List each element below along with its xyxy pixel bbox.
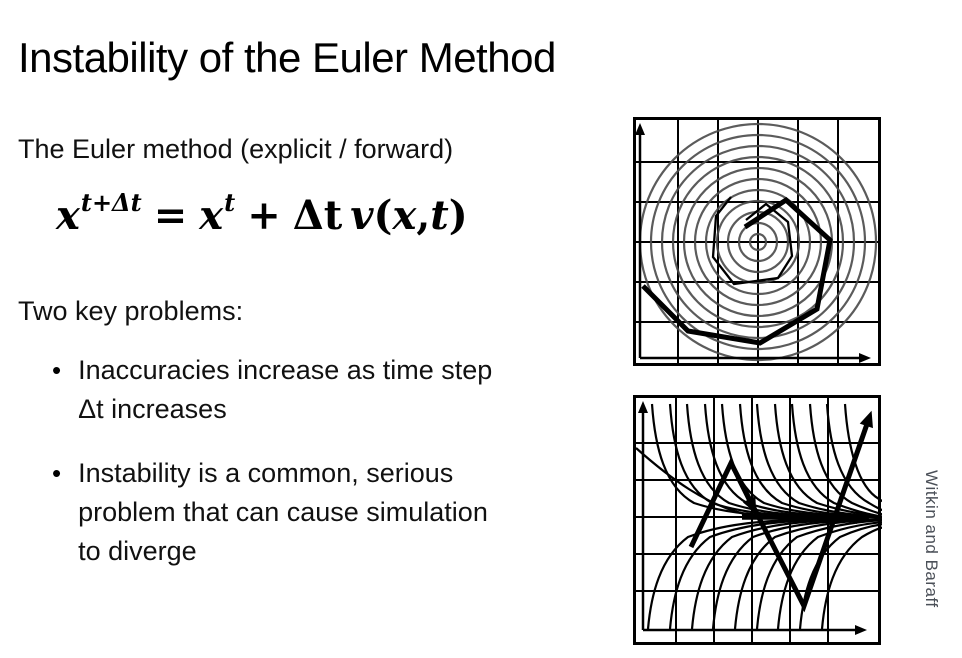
bullet-dot: • — [52, 355, 62, 385]
eq-rhs-base: x — [199, 192, 224, 239]
eq-lhs-base: x — [56, 192, 80, 239]
eq-comma: , — [416, 192, 431, 239]
bullet-text — [78, 351, 492, 429]
figure-instability-plot — [632, 394, 882, 646]
bullet-item — [52, 351, 492, 429]
bullet-text — [78, 454, 488, 571]
eq-lhs-sup: t+Δt — [80, 188, 142, 217]
bullet-line: problem that can cause simulation — [78, 497, 488, 527]
bullet-list — [52, 351, 492, 596]
eq-v: v — [350, 192, 374, 239]
eq-lparen: ( — [373, 192, 393, 239]
eq-rparen: ) — [448, 192, 468, 239]
bullet-line: Instability is a common, serious — [78, 458, 454, 488]
credit-vertical-text: Witkin and Baraff — [922, 470, 941, 608]
bullet-item — [52, 454, 492, 571]
eq-arg-t: t — [430, 192, 449, 239]
page-title: Instability of the Euler Method — [18, 34, 556, 82]
euler-equation — [56, 188, 468, 239]
bullet-dot: • — [52, 458, 62, 488]
bullet-line: Δt increases — [78, 394, 227, 424]
bullet-line: to diverge — [78, 536, 197, 566]
bullet-line: Inaccuracies increase as time step — [78, 355, 493, 385]
flow-curves-upper — [636, 404, 882, 518]
eq-rhs-sup: t — [224, 188, 236, 217]
intro-text: The Euler method (explicit / forward) — [18, 134, 454, 164]
eq-equals: = — [153, 192, 188, 239]
eq-arg-x: x — [392, 192, 417, 239]
problems-heading: Two key problems: — [18, 296, 244, 326]
figure-euler-spiral-plot — [632, 116, 882, 368]
flow-curves-lower — [648, 519, 882, 629]
eq-delta-t: Δt — [292, 192, 343, 239]
eq-plus: + — [247, 192, 281, 239]
